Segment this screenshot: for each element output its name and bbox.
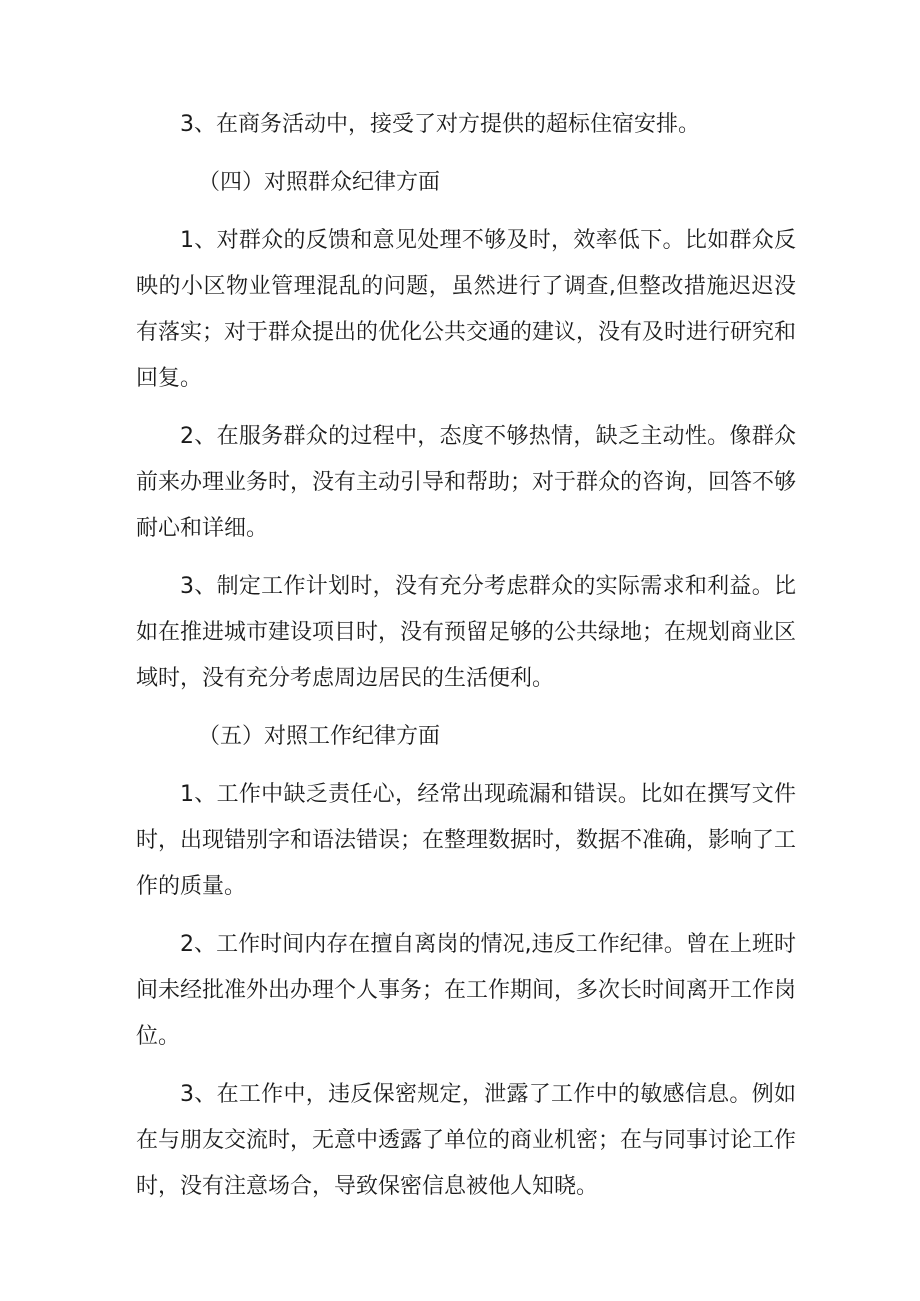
paragraph-mass-feedback: 1、对群众的反馈和意见处理不够及时，效率低下。比如群众反映的小区物业管理混乱的问题，虽然进行了调查,但整改措施迟迟没有落实；对于群众提出的优化公共交通的建议，没有及时进行研究和回复。 — [136, 228, 797, 391]
paragraph-business-lodging: 3、在商务活动中，接受了对方提供的超标住宿安排。 — [180, 112, 700, 137]
paragraph-service-attitude: 2、在服务群众的过程中，态度不够热情，缺乏主动性。像群众前来办理业务时，没有主动引导和帮助；对于群众的咨询，回答不够耐心和详细。 — [136, 424, 797, 541]
document-body — [136, 102, 796, 1222]
paragraph-work-planning: 3、制定工作计划时，没有充分考虑群众的实际需求和利益。比如在推进城市建设项目时，没有预留足够的公共绿地；在规划商业区域时，没有充分考虑周边居民的生活便利。 — [136, 574, 797, 691]
paragraph-responsibility: 1、工作中缺乏责任心，经常出现疏漏和错误。比如在撰写文件时，出现错别字和语法错误；在整理数据时，数据不准确，影响了工作的质量。 — [136, 782, 797, 899]
paragraph-confidentiality: 3、在工作中，违反保密规定，泄露了工作中的敏感信息。例如在与朋友交流时，无意中透露了单位的商业机密；在与同事讨论工作时，没有注意场合，导致保密信息被他人知晓。 — [136, 1082, 797, 1199]
section-heading-mass-discipline: （四）对照群众纪律方面 — [198, 170, 441, 195]
paragraph-leaving-post: 2、工作时间内存在擅自离岗的情况,违反工作纪律。曾在上班时间未经批准外出办理个人事务；在工作期间，多次长时间离开工作岗位。 — [136, 932, 797, 1049]
section-heading-work-discipline: （五）对照工作纪律方面 — [198, 724, 441, 749]
